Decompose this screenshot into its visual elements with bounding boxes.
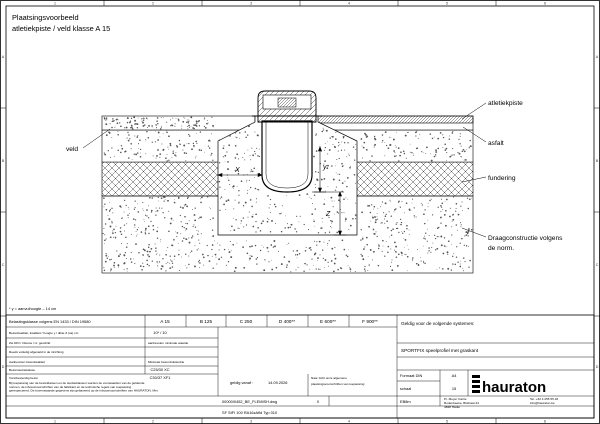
scale-value: 15 <box>451 386 457 391</box>
row-label-4: Betonsterkteklasse <box>9 368 36 372</box>
cross-section <box>102 91 473 273</box>
dim-z-label: Z <box>326 211 331 218</box>
label-atletiekpiste: atletiekpiste <box>488 100 523 107</box>
row-label-1: Zie DIN / Inbouw / nr. geschikt <box>9 341 51 345</box>
col-mark-bottom-6: 6 <box>544 419 546 424</box>
table-note: Bij toepassing van de betonklassen en de sterkteklassen worden de voorwaarden van de geldende normen, de inbouwvoorschriften van de fabrikant en de technische regels van toepassing gerespecteerd. De bovenstaande gegevens zijn gebaseerd op de inbouwvoorschriften van HAURATON. Met <box>9 381 158 393</box>
col-mark-5: 5 <box>446 1 448 6</box>
drawing-reference: SF StFI 100 RA16zAfld Typ 010 <box>222 410 278 415</box>
footnote: * y = aanvulhoogte – 14 cm <box>9 306 57 311</box>
col-mark-bottom-2: 2 <box>152 419 154 424</box>
row-mark-right-a: A <box>595 55 599 59</box>
dim-y-label: y <box>323 164 327 171</box>
contact-line-1: Pr. Meyer Carrie <box>444 397 467 401</box>
class-f900: F 900** <box>362 319 378 324</box>
col-mark-bottom-5: 5 <box>446 419 448 424</box>
sheet-number: 0 <box>316 399 320 404</box>
row-mark-d: D <box>1 365 5 369</box>
hauraton-logo <box>472 375 546 396</box>
row-label-0: Betonkwaliteit, kwaliteit / hoogte y / dikte Z (ca) cm <box>9 331 79 335</box>
col-mark-4: 4 <box>348 1 350 6</box>
title-line-2: atletiekpiste / veld klasse A 15 <box>12 24 111 33</box>
col-mark-6: 6 <box>544 1 546 6</box>
class-c250: C 250 <box>239 319 253 324</box>
row-mark-right-d: D <box>595 365 599 369</box>
col-mark-bottom-1: 1 <box>54 419 56 424</box>
contact-line-2: Rodenbeeke, Bitstraat 24 <box>444 401 479 405</box>
company-name: hauraton <box>482 379 547 396</box>
row-value-1: aanbevolen minimale waarde <box>148 341 189 345</box>
contact-line-3: 4848 Haute <box>444 405 460 409</box>
general-note-line-2: plaatsingsvoorschriften van toepassing <box>311 382 365 386</box>
row-mark-c: C <box>1 263 5 267</box>
contact-email: info@hauraton.be <box>530 401 555 405</box>
label-draag-2: de norm. <box>488 245 515 252</box>
class-e600: E 600** <box>320 319 336 324</box>
valid-from-label: geldig vanaf : <box>230 380 254 385</box>
col-mark-1: 1 <box>54 1 56 6</box>
dim-x-label: X <box>235 167 240 174</box>
row-label-2: Reeds volledig afgesteld in de inrichting <box>9 350 64 354</box>
col-mark-3: 3 <box>250 1 252 6</box>
label-fundering: fundering <box>488 175 516 182</box>
col-mark-bottom-3: 3 <box>250 419 252 424</box>
format-label: Formaat DIN <box>400 373 423 378</box>
label-asfalt: asfalt <box>488 140 504 147</box>
row-mark-right-b: B <box>595 159 599 163</box>
row-value-0: 10* / 10 <box>153 330 167 335</box>
col-mark-2: 2 <box>152 1 154 6</box>
row-label-3: Aanbevolen betonkwaliteit <box>9 360 45 364</box>
class-b125: B 125 <box>199 319 213 324</box>
class-a15: A 15 <box>160 319 170 324</box>
row-label-5: Vorstbestendig beton <box>9 376 39 380</box>
col-mark-bottom-4: 4 <box>348 419 350 424</box>
spec-table <box>6 315 594 418</box>
row-mark-right-c: C <box>595 263 599 267</box>
contact-tel: Tel. +32 4 255 55 18 <box>530 397 559 401</box>
class-d400: D 400** <box>278 319 296 324</box>
title-line-1: Plaatsingsvoorbeeld <box>12 13 79 22</box>
table-header-label: Belastingsklasse volgens EN 1433 / DIN 19580 <box>9 319 91 324</box>
row-value-3: Minimale betondruksterkte <box>148 360 185 364</box>
row-mark-a: A <box>1 55 5 59</box>
validity-heading: Geldig voor de volgende systemen: <box>401 321 475 326</box>
profile-insert <box>278 98 296 107</box>
date-code: EB8m <box>400 399 411 404</box>
system-name: SPORTFIX speelprofiel met graskant <box>401 348 479 353</box>
drainage-channel <box>262 121 312 192</box>
label-veld: veld <box>66 146 79 153</box>
row-value-5: C30/37 XF1 <box>149 375 171 380</box>
format-value: A4 <box>451 373 457 378</box>
row-value-4: C25/30 XC <box>150 367 170 372</box>
scale-label: schaal <box>400 386 412 391</box>
drawing-number: 00000/0452_BE_FLEMISH.dwg <box>222 399 278 404</box>
label-draag-1: Draagconstructie volgens <box>488 235 563 242</box>
general-note-line-1: Naar zicht onze algemene <box>311 376 347 380</box>
row-mark-b: B <box>1 159 5 163</box>
valid-from-value: 14.09.2026 <box>268 380 288 385</box>
